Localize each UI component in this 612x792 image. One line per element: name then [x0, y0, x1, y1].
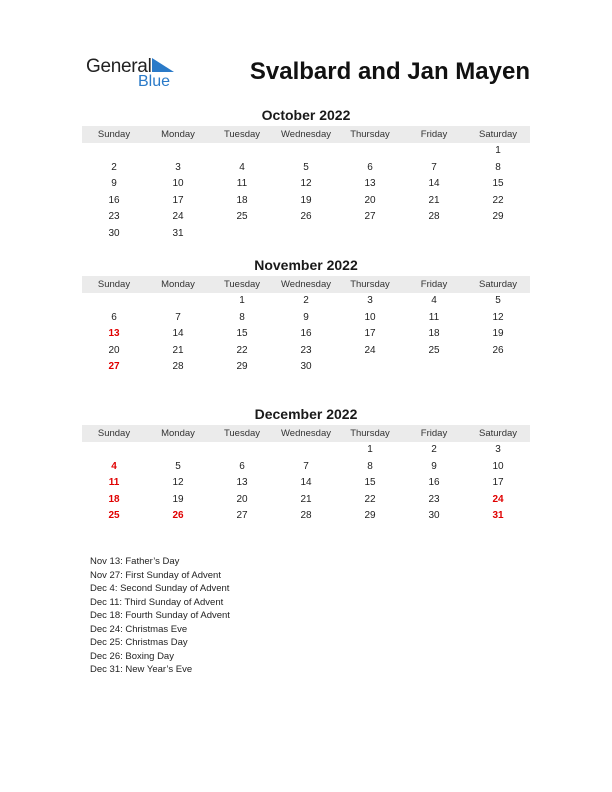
empty-day-cell	[338, 359, 402, 376]
weekday-header-row	[82, 425, 530, 442]
generalblue-logo	[86, 56, 186, 92]
weekday-header: Saturday	[478, 129, 518, 140]
holiday-item: Dec 26: Boxing Day	[90, 650, 174, 662]
empty-day-cell	[338, 226, 402, 243]
day-cell: 9	[111, 178, 117, 189]
day-cell: 6	[367, 161, 373, 173]
empty-day-cell	[274, 226, 338, 243]
weekday-header: Monday	[161, 279, 195, 290]
day-cell: 2	[303, 295, 309, 306]
day-cell: 7	[431, 161, 437, 173]
week-row	[82, 293, 530, 310]
month-december	[82, 405, 530, 525]
weekday-header: Thursday	[350, 428, 390, 439]
week-row	[82, 310, 530, 327]
day-cell: 11	[236, 178, 248, 189]
day-cell: 8	[495, 161, 501, 173]
holiday-item: Dec 11: Third Sunday of Advent	[90, 596, 224, 608]
country-title: Svalbard and Jan Mayen	[249, 58, 530, 85]
weekday-header: Saturday	[478, 428, 518, 439]
weekday-header-row	[82, 126, 530, 143]
weekday-header: Sunday	[97, 279, 131, 290]
logo-text-blue: Blue	[138, 73, 171, 90]
day-cell: 18	[428, 328, 440, 339]
empty-day-cell	[466, 359, 530, 376]
week-row	[82, 459, 530, 476]
week-row	[82, 209, 530, 226]
holiday-item: Dec 25: Christmas Day	[90, 637, 188, 648]
day-cell: 27	[108, 361, 120, 372]
day-cell: 21	[300, 493, 312, 505]
day-cell: 4	[431, 295, 437, 306]
weekday-header: Friday	[420, 279, 448, 290]
day-cell: 30	[300, 361, 312, 372]
empty-day-cell	[466, 226, 530, 243]
holiday-item: Nov 13: Father’s Day	[90, 556, 180, 567]
day-cell: 4	[239, 161, 245, 173]
empty-day-cell	[402, 143, 466, 160]
week-row	[82, 343, 530, 360]
month-title: December 2022	[254, 406, 358, 422]
day-cell: 16	[108, 194, 120, 206]
empty-day-cell	[210, 226, 274, 243]
day-cell: 16	[428, 477, 440, 488]
day-cell: 18	[108, 493, 120, 505]
empty-day-cell	[274, 442, 338, 459]
day-cell: 19	[492, 328, 504, 339]
day-cell: 20	[364, 194, 376, 206]
day-cell: 26	[492, 344, 504, 356]
empty-day-cell	[210, 442, 274, 459]
day-cell: 13	[364, 178, 376, 189]
day-cell: 9	[303, 311, 309, 323]
holiday-item: Nov 27: First Sunday of Advent	[90, 569, 221, 581]
week-row	[82, 176, 530, 193]
day-cell: 15	[364, 477, 376, 488]
week-row	[82, 143, 530, 160]
day-cell: 22	[492, 194, 504, 206]
weekday-header: Tuesday	[223, 279, 261, 290]
day-cell: 5	[175, 460, 181, 472]
week-row	[82, 326, 530, 343]
day-cell: 1	[239, 295, 245, 306]
day-cell: 19	[172, 493, 184, 505]
day-cell: 11	[108, 477, 120, 488]
day-cell: 4	[111, 460, 117, 472]
day-cell: 24	[364, 344, 376, 356]
holiday-item: Dec 24: Christmas Eve	[90, 623, 188, 635]
day-cell: 13	[108, 328, 120, 339]
day-cell: 17	[172, 194, 184, 206]
week-row	[82, 442, 530, 459]
empty-day-cell	[146, 143, 210, 160]
day-cell: 27	[236, 510, 248, 521]
weekday-header: Tuesday	[223, 428, 261, 439]
day-cell: 30	[108, 227, 120, 239]
week-row	[82, 359, 530, 376]
month-november	[82, 256, 530, 376]
month-title: November 2022	[254, 257, 358, 273]
empty-day-cell	[210, 143, 274, 160]
empty-day-cell	[82, 293, 146, 310]
day-cell: 18	[236, 194, 248, 206]
day-cell: 15	[236, 328, 248, 339]
day-cell: 5	[495, 295, 501, 306]
day-cell: 23	[300, 344, 312, 356]
day-cell: 20	[108, 344, 120, 356]
day-cell: 7	[175, 311, 181, 323]
day-cell: 12	[492, 311, 504, 323]
day-cell: 26	[172, 510, 184, 521]
week-row	[82, 226, 530, 243]
weekday-header: Sunday	[97, 428, 131, 439]
day-cell: 28	[172, 361, 184, 372]
day-cell: 14	[300, 477, 312, 488]
day-cell: 14	[172, 328, 184, 339]
weekday-header: Thursday	[350, 279, 390, 290]
empty-day-cell	[402, 226, 466, 243]
day-cell: 31	[492, 510, 504, 521]
day-cell: 28	[428, 211, 440, 222]
day-cell: 8	[367, 460, 373, 472]
day-cell: 22	[236, 344, 248, 356]
weekday-header: Wednesday	[281, 279, 331, 290]
day-cell: 24	[172, 211, 184, 222]
week-row	[82, 193, 530, 210]
day-cell: 13	[236, 477, 248, 488]
day-cell: 2	[431, 444, 437, 455]
day-cell: 10	[172, 178, 184, 189]
day-cell: 31	[172, 227, 184, 239]
holiday-list	[90, 555, 390, 677]
day-cell: 10	[364, 311, 376, 323]
day-cell: 25	[236, 211, 248, 222]
day-cell: 3	[495, 444, 501, 455]
day-cell: 6	[239, 460, 245, 472]
day-cell: 1	[367, 444, 373, 455]
holiday-item: Dec 18: Fourth Sunday of Advent	[90, 610, 230, 621]
weekday-header: Saturday	[478, 279, 518, 290]
day-cell: 3	[367, 295, 373, 306]
day-cell: 3	[175, 161, 181, 173]
day-cell: 19	[300, 194, 312, 206]
weekday-header: Sunday	[97, 129, 131, 140]
day-cell: 17	[492, 477, 504, 488]
day-cell: 15	[492, 178, 504, 189]
day-cell: 28	[300, 510, 312, 521]
weekday-header: Monday	[161, 428, 195, 439]
day-cell: 29	[364, 510, 376, 521]
month-title: October 2022	[261, 107, 351, 123]
weekday-header-row	[82, 276, 530, 293]
week-row	[82, 160, 530, 177]
day-cell: 16	[300, 328, 312, 339]
weekday-header: Friday	[420, 428, 448, 439]
month-october	[82, 106, 530, 242]
empty-day-cell	[338, 143, 402, 160]
weekday-header: Wednesday	[281, 129, 331, 140]
day-cell: 2	[111, 161, 117, 173]
day-cell: 9	[431, 460, 437, 472]
day-cell: 14	[428, 178, 440, 189]
day-cell: 25	[428, 344, 440, 356]
day-cell: 1	[495, 145, 501, 156]
day-cell: 20	[236, 493, 248, 505]
day-cell: 10	[492, 460, 504, 472]
day-cell: 25	[108, 510, 120, 521]
empty-day-cell	[402, 359, 466, 376]
day-cell: 27	[364, 211, 376, 222]
day-cell: 21	[428, 194, 440, 206]
weekday-header: Friday	[420, 129, 448, 140]
day-cell: 12	[300, 178, 312, 189]
empty-day-cell	[146, 293, 210, 310]
empty-day-cell	[82, 143, 146, 160]
holiday-item: Dec 4: Second Sunday of Advent	[90, 583, 230, 594]
weekday-header: Thursday	[350, 129, 390, 140]
week-row	[82, 508, 530, 525]
empty-day-cell	[82, 442, 146, 459]
day-cell: 29	[492, 211, 504, 222]
day-cell: 12	[172, 477, 184, 488]
day-cell: 11	[428, 311, 440, 323]
logo-text-general: General	[86, 56, 152, 77]
weekday-header: Wednesday	[281, 428, 331, 439]
empty-day-cell	[146, 442, 210, 459]
day-cell: 5	[303, 161, 309, 173]
week-row	[82, 492, 530, 509]
week-row	[82, 475, 530, 492]
day-cell: 23	[428, 493, 440, 505]
day-cell: 21	[172, 344, 184, 356]
day-cell: 17	[364, 328, 376, 339]
weekday-header: Monday	[161, 129, 195, 140]
day-cell: 29	[236, 361, 248, 372]
logo-flag-icon	[152, 58, 174, 72]
day-cell: 8	[239, 311, 245, 323]
day-cell: 23	[108, 211, 120, 222]
day-cell: 22	[364, 493, 376, 505]
empty-day-cell	[274, 143, 338, 160]
holiday-item: Dec 31: New Year’s Eve	[90, 664, 193, 675]
weekday-header: Tuesday	[223, 129, 261, 140]
day-cell: 7	[303, 460, 309, 472]
day-cell: 26	[300, 211, 312, 222]
day-cell: 30	[428, 510, 440, 521]
day-cell: 24	[492, 493, 504, 505]
day-cell: 6	[111, 311, 117, 323]
